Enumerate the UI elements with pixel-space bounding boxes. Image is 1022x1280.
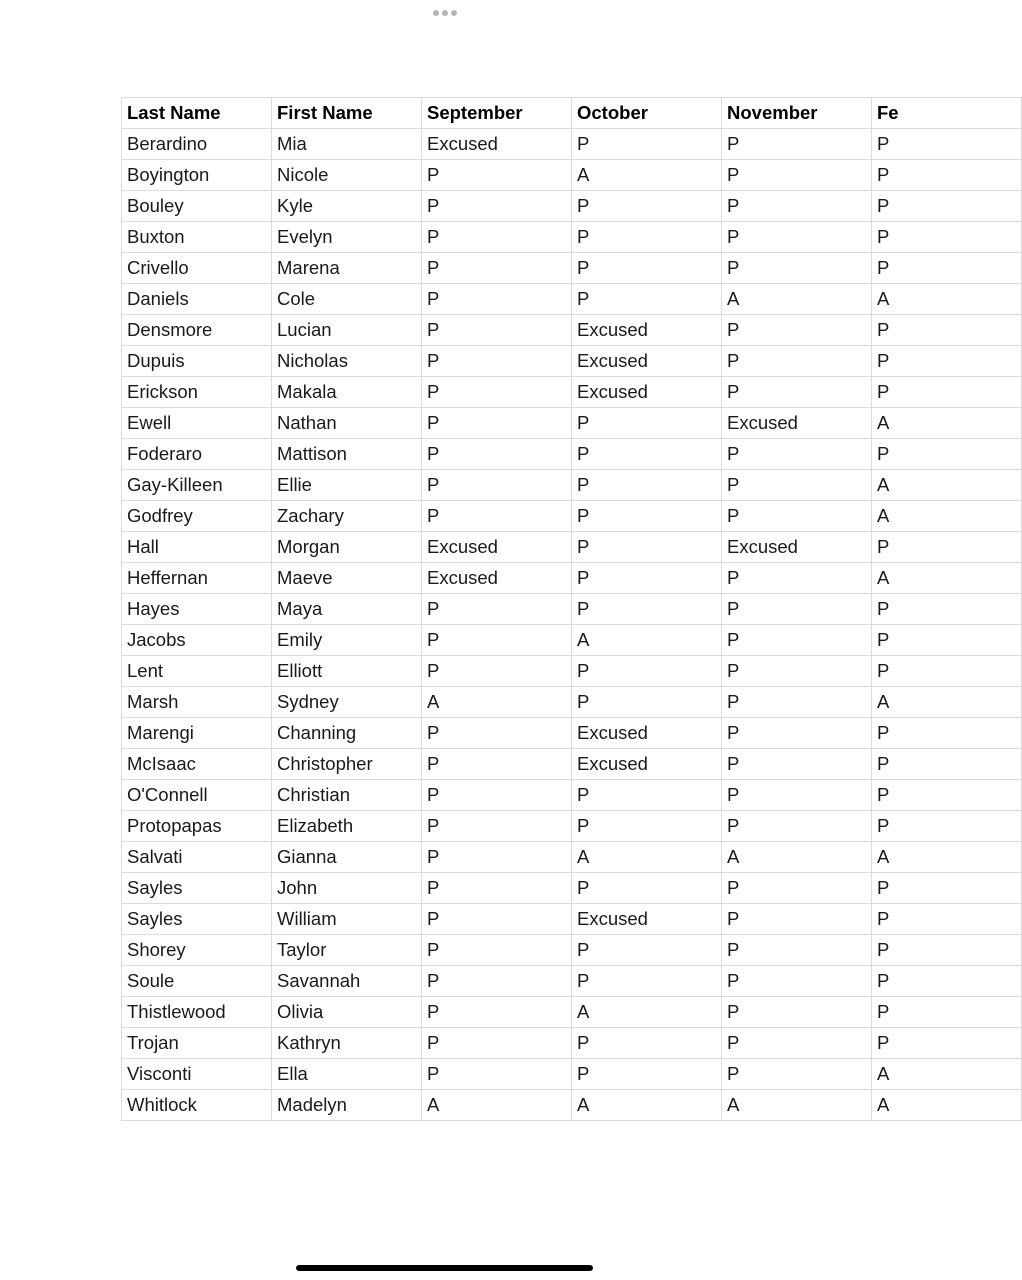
table-row bbox=[122, 563, 1022, 594]
table-cell[interactable]: Salvati bbox=[122, 842, 272, 873]
table-cell[interactable]: P bbox=[572, 532, 722, 563]
table-cell[interactable]: Boyington bbox=[122, 160, 272, 191]
attendance-table bbox=[121, 97, 1022, 1121]
table-cell[interactable]: P bbox=[722, 904, 872, 935]
table-row bbox=[122, 470, 1022, 501]
table-cell[interactable]: A bbox=[572, 160, 722, 191]
table-row bbox=[122, 594, 1022, 625]
table-cell[interactable]: P bbox=[872, 253, 1022, 284]
table-cell[interactable]: Emily bbox=[272, 625, 422, 656]
table-cell[interactable]: P bbox=[872, 191, 1022, 222]
table-row bbox=[122, 346, 1022, 377]
table-cell[interactable]: P bbox=[572, 563, 722, 594]
table-cell[interactable]: P bbox=[722, 687, 872, 718]
table-cell[interactable]: P bbox=[722, 191, 872, 222]
table-cell[interactable]: A bbox=[872, 284, 1022, 315]
table-cell[interactable]: Lucian bbox=[272, 315, 422, 346]
table-cell[interactable]: P bbox=[422, 284, 572, 315]
header-cell[interactable]: First Name bbox=[272, 98, 422, 129]
table-row bbox=[122, 377, 1022, 408]
table-cell[interactable]: Excused bbox=[422, 563, 572, 594]
table-cell[interactable]: P bbox=[872, 594, 1022, 625]
table-cell[interactable]: A bbox=[422, 687, 572, 718]
table-cell[interactable]: P bbox=[872, 749, 1022, 780]
table-cell[interactable]: A bbox=[872, 408, 1022, 439]
header-row bbox=[122, 98, 1022, 129]
table-cell[interactable]: P bbox=[422, 346, 572, 377]
table-row bbox=[122, 749, 1022, 780]
table-row bbox=[122, 997, 1022, 1028]
table-cell[interactable]: Marsh bbox=[122, 687, 272, 718]
more-options-icon[interactable] bbox=[433, 10, 457, 16]
table-row bbox=[122, 780, 1022, 811]
table-cell[interactable]: Olivia bbox=[272, 997, 422, 1028]
table-cell[interactable]: P bbox=[422, 904, 572, 935]
table-cell[interactable]: Elizabeth bbox=[272, 811, 422, 842]
table-row bbox=[122, 718, 1022, 749]
table-cell[interactable]: P bbox=[722, 563, 872, 594]
table-cell[interactable]: Taylor bbox=[272, 935, 422, 966]
table-cell[interactable]: P bbox=[422, 656, 572, 687]
table-row bbox=[122, 1090, 1022, 1121]
table-cell[interactable]: P bbox=[422, 1059, 572, 1090]
table-cell[interactable]: Kathryn bbox=[272, 1028, 422, 1059]
table-cell[interactable]: O'Connell bbox=[122, 780, 272, 811]
table-cell[interactable]: Thistlewood bbox=[122, 997, 272, 1028]
table-cell[interactable]: Elliott bbox=[272, 656, 422, 687]
table-cell[interactable]: P bbox=[422, 191, 572, 222]
table-cell[interactable]: P bbox=[572, 222, 722, 253]
table-cell[interactable]: Excused bbox=[722, 532, 872, 563]
table-cell[interactable]: Hall bbox=[122, 532, 272, 563]
table-cell[interactable]: P bbox=[422, 501, 572, 532]
table-cell[interactable]: P bbox=[422, 315, 572, 346]
table-cell[interactable]: P bbox=[722, 315, 872, 346]
table-cell[interactable]: A bbox=[872, 563, 1022, 594]
table-cell[interactable]: A bbox=[722, 842, 872, 873]
table-cell[interactable]: P bbox=[722, 935, 872, 966]
table-cell[interactable]: P bbox=[872, 656, 1022, 687]
table-cell[interactable]: P bbox=[722, 253, 872, 284]
table-cell[interactable]: A bbox=[872, 1059, 1022, 1090]
table-cell[interactable]: Ella bbox=[272, 1059, 422, 1090]
table-cell[interactable]: P bbox=[572, 129, 722, 160]
table-cell[interactable]: P bbox=[722, 656, 872, 687]
table-cell[interactable]: P bbox=[422, 749, 572, 780]
table-cell[interactable]: P bbox=[872, 904, 1022, 935]
table-cell[interactable]: Soule bbox=[122, 966, 272, 997]
table-cell[interactable]: P bbox=[422, 718, 572, 749]
table-cell[interactable]: Ewell bbox=[122, 408, 272, 439]
table-cell[interactable]: P bbox=[872, 160, 1022, 191]
table-cell[interactable]: McIsaac bbox=[122, 749, 272, 780]
table-cell[interactable]: Buxton bbox=[122, 222, 272, 253]
table-cell[interactable]: P bbox=[872, 625, 1022, 656]
table-cell[interactable]: P bbox=[422, 966, 572, 997]
table-row bbox=[122, 811, 1022, 842]
table-cell[interactable]: Godfrey bbox=[122, 501, 272, 532]
table-cell[interactable]: William bbox=[272, 904, 422, 935]
table-cell[interactable]: P bbox=[872, 966, 1022, 997]
table-cell[interactable]: P bbox=[422, 439, 572, 470]
table-cell[interactable]: P bbox=[572, 780, 722, 811]
header-cell[interactable]: Last Name bbox=[122, 98, 272, 129]
table-cell[interactable]: P bbox=[572, 191, 722, 222]
table-cell[interactable]: P bbox=[872, 873, 1022, 904]
table-cell[interactable]: P bbox=[572, 284, 722, 315]
header-cell[interactable]: October bbox=[572, 98, 722, 129]
table-cell[interactable]: P bbox=[422, 222, 572, 253]
table-row bbox=[122, 253, 1022, 284]
table-cell[interactable]: P bbox=[422, 935, 572, 966]
table-cell[interactable]: Nicholas bbox=[272, 346, 422, 377]
table-cell[interactable]: Sydney bbox=[272, 687, 422, 718]
table-cell[interactable]: P bbox=[872, 532, 1022, 563]
table-cell[interactable]: P bbox=[722, 966, 872, 997]
table-row bbox=[122, 656, 1022, 687]
table-cell[interactable]: P bbox=[722, 811, 872, 842]
table-cell[interactable]: Lent bbox=[122, 656, 272, 687]
table-cell[interactable]: Cole bbox=[272, 284, 422, 315]
table-cell[interactable]: Protopapas bbox=[122, 811, 272, 842]
table-cell[interactable]: Excused bbox=[722, 408, 872, 439]
table-cell[interactable]: A bbox=[872, 687, 1022, 718]
table-cell[interactable]: Excused bbox=[572, 749, 722, 780]
table-cell[interactable]: A bbox=[572, 997, 722, 1028]
table-cell[interactable]: Channing bbox=[272, 718, 422, 749]
table-cell[interactable]: Maeve bbox=[272, 563, 422, 594]
table-cell[interactable]: A bbox=[572, 842, 722, 873]
table-row bbox=[122, 842, 1022, 873]
table-cell[interactable]: Morgan bbox=[272, 532, 422, 563]
table-cell[interactable]: P bbox=[422, 873, 572, 904]
table-cell[interactable]: Trojan bbox=[122, 1028, 272, 1059]
table-cell[interactable]: A bbox=[872, 1090, 1022, 1121]
table-cell[interactable]: Makala bbox=[272, 377, 422, 408]
table-cell[interactable]: A bbox=[722, 284, 872, 315]
table-cell[interactable]: P bbox=[722, 470, 872, 501]
table-cell[interactable]: Marena bbox=[272, 253, 422, 284]
table-cell[interactable]: P bbox=[722, 222, 872, 253]
table-cell[interactable]: Kyle bbox=[272, 191, 422, 222]
table-row bbox=[122, 408, 1022, 439]
table-cell[interactable]: P bbox=[722, 377, 872, 408]
table-row bbox=[122, 284, 1022, 315]
table-cell[interactable]: Crivello bbox=[122, 253, 272, 284]
table-cell[interactable]: P bbox=[572, 408, 722, 439]
table-cell[interactable]: A bbox=[422, 1090, 572, 1121]
table-cell[interactable]: P bbox=[872, 439, 1022, 470]
table-cell[interactable]: P bbox=[872, 129, 1022, 160]
table-cell[interactable]: P bbox=[572, 966, 722, 997]
table-cell[interactable]: A bbox=[872, 470, 1022, 501]
table-cell[interactable]: Hayes bbox=[122, 594, 272, 625]
dot bbox=[451, 10, 457, 16]
table-cell[interactable]: Bouley bbox=[122, 191, 272, 222]
table-cell[interactable]: P bbox=[722, 160, 872, 191]
table-cell[interactable]: P bbox=[422, 160, 572, 191]
spreadsheet-viewport[interactable] bbox=[121, 97, 899, 1129]
table-cell[interactable]: P bbox=[722, 501, 872, 532]
table-cell[interactable]: P bbox=[872, 1028, 1022, 1059]
table-cell[interactable]: P bbox=[422, 1028, 572, 1059]
table-cell[interactable]: P bbox=[422, 253, 572, 284]
table-cell[interactable]: P bbox=[572, 687, 722, 718]
table-cell[interactable]: Marengi bbox=[122, 718, 272, 749]
table-cell[interactable]: A bbox=[572, 625, 722, 656]
table-row bbox=[122, 1028, 1022, 1059]
header-cell[interactable]: Fe bbox=[872, 98, 1022, 129]
table-row bbox=[122, 222, 1022, 253]
table-cell[interactable]: P bbox=[572, 656, 722, 687]
table-cell[interactable]: P bbox=[422, 780, 572, 811]
table-cell[interactable]: Excused bbox=[422, 129, 572, 160]
table-cell[interactable]: P bbox=[872, 935, 1022, 966]
table-cell[interactable]: Erickson bbox=[122, 377, 272, 408]
table-cell[interactable]: Mattison bbox=[272, 439, 422, 470]
table-cell[interactable]: P bbox=[572, 811, 722, 842]
table-cell[interactable]: P bbox=[872, 377, 1022, 408]
dot bbox=[442, 10, 448, 16]
table-cell[interactable]: P bbox=[422, 594, 572, 625]
table-cell[interactable]: Christian bbox=[272, 780, 422, 811]
table-cell[interactable]: Foderaro bbox=[122, 439, 272, 470]
table-row bbox=[122, 315, 1022, 346]
table-cell[interactable]: Sayles bbox=[122, 904, 272, 935]
table-cell[interactable]: P bbox=[722, 873, 872, 904]
table-row bbox=[122, 904, 1022, 935]
table-row bbox=[122, 160, 1022, 191]
table-cell[interactable]: P bbox=[422, 997, 572, 1028]
table-cell[interactable]: P bbox=[422, 377, 572, 408]
table-cell[interactable]: P bbox=[422, 811, 572, 842]
table-cell[interactable]: Nathan bbox=[272, 408, 422, 439]
table-cell[interactable]: A bbox=[872, 501, 1022, 532]
table-cell[interactable]: P bbox=[872, 346, 1022, 377]
table-cell[interactable]: P bbox=[722, 780, 872, 811]
table-cell[interactable]: Mia bbox=[272, 129, 422, 160]
table-cell[interactable]: Densmore bbox=[122, 315, 272, 346]
table-cell[interactable]: Maya bbox=[272, 594, 422, 625]
table-cell[interactable]: A bbox=[722, 1090, 872, 1121]
table-cell[interactable]: Heffernan bbox=[122, 563, 272, 594]
table-cell[interactable]: Excused bbox=[572, 315, 722, 346]
header-cell[interactable]: September bbox=[422, 98, 572, 129]
table-cell[interactable]: P bbox=[422, 625, 572, 656]
table-row bbox=[122, 501, 1022, 532]
table-cell[interactable]: Evelyn bbox=[272, 222, 422, 253]
table-cell[interactable]: P bbox=[722, 997, 872, 1028]
table-cell[interactable]: P bbox=[722, 439, 872, 470]
table-cell[interactable]: P bbox=[572, 935, 722, 966]
table-row bbox=[122, 439, 1022, 470]
table-cell[interactable]: P bbox=[572, 470, 722, 501]
table-cell[interactable]: Jacobs bbox=[122, 625, 272, 656]
table-cell[interactable]: Christopher bbox=[272, 749, 422, 780]
table-cell[interactable]: P bbox=[872, 811, 1022, 842]
table-cell[interactable]: P bbox=[572, 873, 722, 904]
table-cell[interactable]: Daniels bbox=[122, 284, 272, 315]
table-cell[interactable]: Sayles bbox=[122, 873, 272, 904]
table-cell[interactable]: Savannah bbox=[272, 966, 422, 997]
table-cell[interactable]: Berardino bbox=[122, 129, 272, 160]
table-cell[interactable]: P bbox=[422, 408, 572, 439]
table-cell[interactable]: P bbox=[722, 718, 872, 749]
table-cell[interactable]: Excused bbox=[572, 904, 722, 935]
table-cell[interactable]: P bbox=[422, 842, 572, 873]
header-cell[interactable]: November bbox=[722, 98, 872, 129]
table-cell[interactable]: P bbox=[722, 1059, 872, 1090]
table-cell[interactable]: P bbox=[722, 594, 872, 625]
dot bbox=[433, 10, 439, 16]
table-cell[interactable]: Madelyn bbox=[272, 1090, 422, 1121]
table-cell[interactable]: Nicole bbox=[272, 160, 422, 191]
table-row bbox=[122, 532, 1022, 563]
table-row bbox=[122, 129, 1022, 160]
table-cell[interactable]: Excused bbox=[422, 532, 572, 563]
table-cell[interactable]: Whitlock bbox=[122, 1090, 272, 1121]
table-cell[interactable]: Excused bbox=[572, 346, 722, 377]
table-cell[interactable]: Excused bbox=[572, 377, 722, 408]
table-cell[interactable]: P bbox=[422, 470, 572, 501]
table-row bbox=[122, 935, 1022, 966]
table-cell[interactable]: Zachary bbox=[272, 501, 422, 532]
table-cell[interactable]: P bbox=[722, 129, 872, 160]
table-cell[interactable]: P bbox=[572, 1028, 722, 1059]
table-row bbox=[122, 191, 1022, 222]
table-cell[interactable]: Gay-Killeen bbox=[122, 470, 272, 501]
table-cell[interactable]: A bbox=[572, 1090, 722, 1121]
table-cell[interactable]: P bbox=[572, 253, 722, 284]
table-cell[interactable]: Gianna bbox=[272, 842, 422, 873]
table-cell[interactable]: John bbox=[272, 873, 422, 904]
home-indicator[interactable] bbox=[296, 1265, 593, 1271]
table-cell[interactable]: A bbox=[872, 842, 1022, 873]
table-body bbox=[122, 129, 1022, 1121]
table-cell[interactable]: Shorey bbox=[122, 935, 272, 966]
table-row bbox=[122, 687, 1022, 718]
table-cell[interactable]: P bbox=[872, 222, 1022, 253]
table-cell[interactable]: P bbox=[872, 780, 1022, 811]
table-row bbox=[122, 873, 1022, 904]
table-cell[interactable]: Dupuis bbox=[122, 346, 272, 377]
table-cell[interactable]: P bbox=[572, 1059, 722, 1090]
table-cell[interactable]: Ellie bbox=[272, 470, 422, 501]
table-row bbox=[122, 966, 1022, 997]
table-cell[interactable]: P bbox=[722, 346, 872, 377]
table-cell[interactable]: P bbox=[572, 439, 722, 470]
table-cell[interactable]: Visconti bbox=[122, 1059, 272, 1090]
table-cell[interactable]: P bbox=[722, 625, 872, 656]
table-cell[interactable]: P bbox=[722, 1028, 872, 1059]
table-cell[interactable]: P bbox=[722, 749, 872, 780]
table-cell[interactable]: P bbox=[872, 718, 1022, 749]
table-cell[interactable]: P bbox=[572, 501, 722, 532]
table-cell[interactable]: P bbox=[872, 315, 1022, 346]
table-cell[interactable]: P bbox=[872, 997, 1022, 1028]
table-cell[interactable]: P bbox=[572, 594, 722, 625]
table-row bbox=[122, 1059, 1022, 1090]
table-row bbox=[122, 625, 1022, 656]
table-cell[interactable]: Excused bbox=[572, 718, 722, 749]
